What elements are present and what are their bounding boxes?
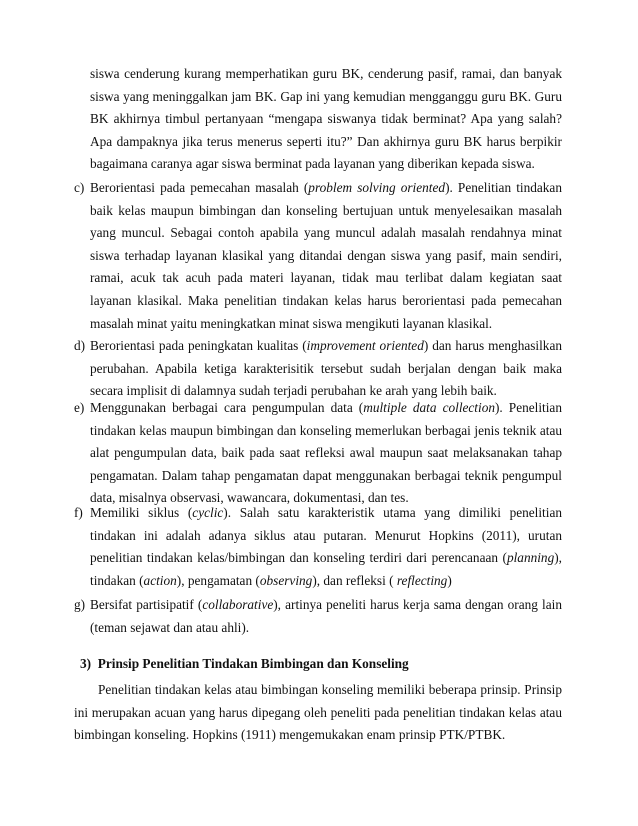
list-text: Memiliki siklus (cyclic). Salah satu karakteristik utama yang dimiliki penelitian tindakan ini adalah adanya siklus atau putaran. Menurut Hopkins (2011), urutan penelitian tindakan kelas/bimbingan dan konseling terdiri dari perencanaan (planning), tindakan (action), pengamatan (observing), dan refleksi ( reflecting) <box>90 505 562 588</box>
list-item-g <box>74 594 562 639</box>
list-label: d) <box>74 338 86 353</box>
list-label: g) <box>74 597 86 612</box>
list-text: Berorientasi pada pemecahan masalah (problem solving oriented). Penelitian tindakan baik kelas maupun bimbingan dan konseling bertujuan untuk menyelesaikan masalah yang muncul. Sebagai contoh apabila yang muncul adalah masalah rendahnya minat siswa terhadap layanan klasikal yang ditandai dengan siswa yang pasif, main sendiri, ramai, acuk tak acuh pada materi layanan, tidak mau terlibat dalam kegiatan saat layanan klasikal. Maka penelitian tindakan kelas harus berorientasi pada pemecahan masalah minat yaitu meningkatkan minat siswa mengikuti layanan klasikal. <box>90 180 562 331</box>
intro-paragraph: siswa cenderung kurang memperhatikan guru BK, cenderung pasif, ramai, dan banyak siswa yang meninggalkan jam BK. Gap ini yang kemudian mengganggu guru BK. Guru BK akhirnya timbul pertanyaan “mengapa siswanya tidak berminat? Apa yang salah? Apa dampaknya jika terus menerus seperti itu?” Dan akhirnya guru BK harus berpikir bagaimana caranya agar siswa berminat pada layanan yang diberikan kepada siswa. <box>90 66 562 172</box>
list-label: f) <box>74 505 83 520</box>
list-label: e) <box>74 400 85 415</box>
list-item-e <box>74 397 562 510</box>
list-item-f <box>74 502 562 592</box>
list-text: Berorientasi pada peningkatan kualitas (improvement oriented) dan harus menghasilkan perubahan. Apabila ketiga karakterisitik tersebut sudah berjalan dengan baik maka secara implisit di dalamnya sudah terjadi perubahan ke arah yang lebih baik. <box>90 338 563 399</box>
list-label: c) <box>74 180 85 195</box>
list-item-c <box>74 177 562 335</box>
list-text: Bersifat partisipatif (collaborative), artinya peneliti harus kerja sama dengan orang lain (teman sejawat dan atau ahli). <box>90 597 562 635</box>
list-text: Menggunakan berbagai cara pengumpulan data (multiple data collection). Penelitian tindakan kelas maupun bimbingan dan konseling memerlukan berbagai jenis teknik atau alat pengumpulan data, baik pada saat refleksi awal maupun saat melaksanakan tahap pengamatan. Dalam tahap pengamatan dapat menggunakan berbagai teknik pengumpul data, misalnya observasi, wawancara, dokumentasi, dan tes. <box>90 400 562 506</box>
section-heading: 3) Prinsip Penelitian Tindakan Bimbingan dan Konseling <box>80 656 409 671</box>
section-body: Penelitian tindakan kelas atau bimbingan konseling memiliki beberapa prinsip. Prinsip ini merupakan acuan yang harus dipegang oleh peneliti pada penelitian tindakan kelas atau bimbingan konseling. Hopkins (1911) mengemukakan enam prinsip PTK/PTBK. <box>74 682 562 743</box>
list-item-d <box>74 335 562 403</box>
